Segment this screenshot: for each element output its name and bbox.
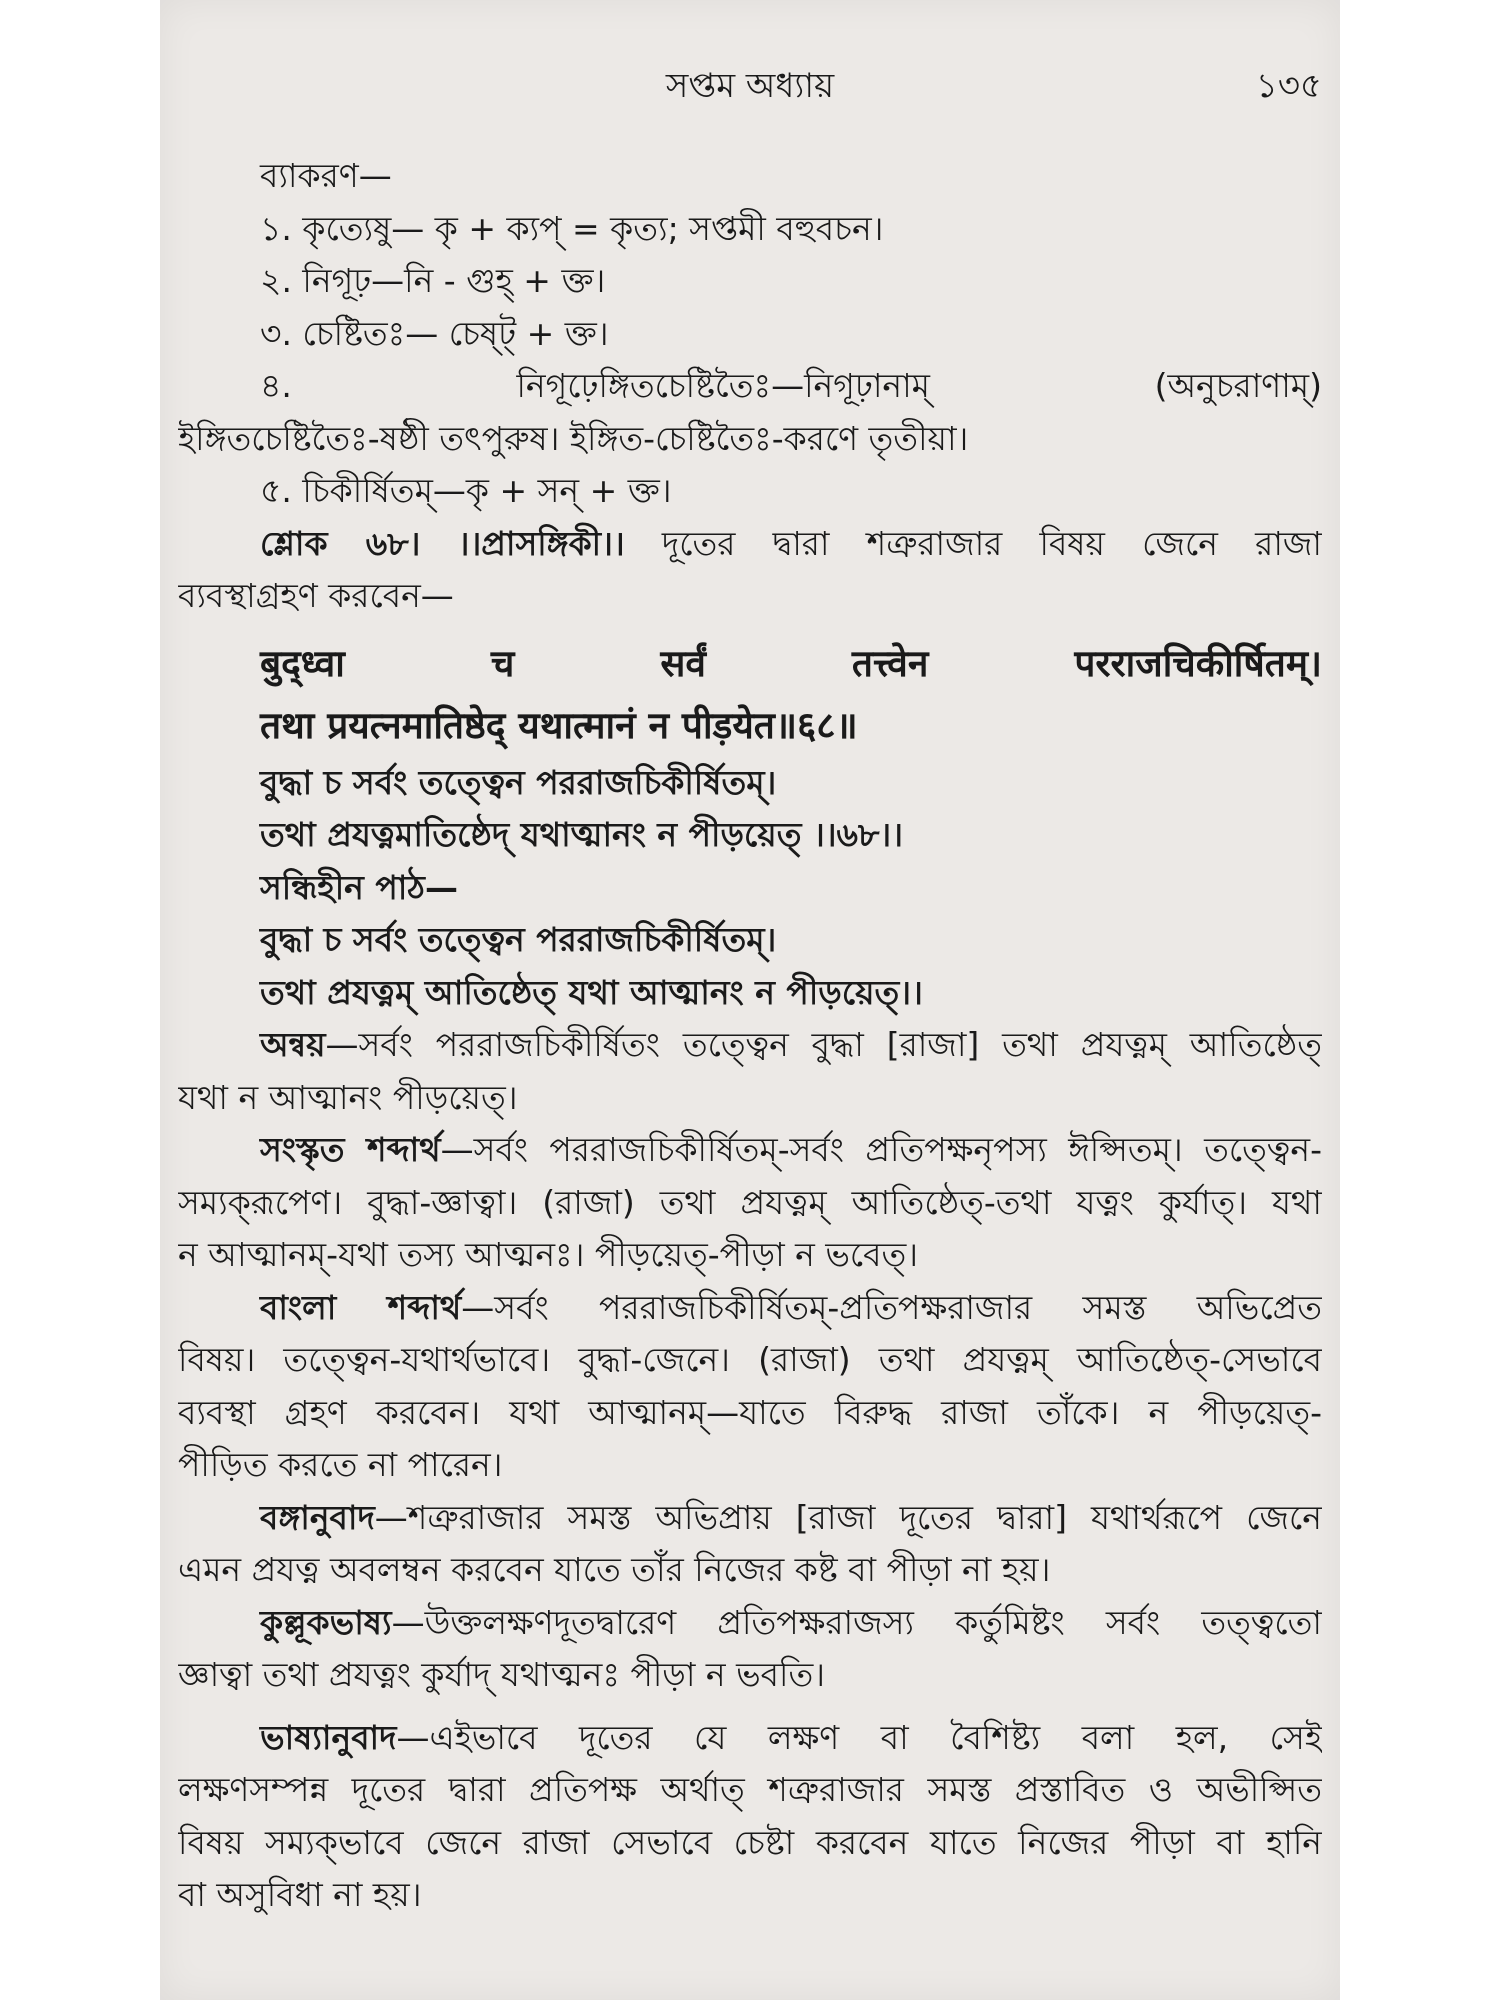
grammar-item-4-number: ৪. [260, 366, 292, 405]
bangla-meaning-line [178, 1282, 1322, 1335]
chapter-title: সপ্তম অধ্যায় [665, 66, 835, 106]
bengali-verse-line: তথা প্রযত্নমাতিষ্ঠেদ্ যথাত্মানং ন পীড়য়েত্ ।।৬৮।। [260, 815, 904, 854]
book-page [160, 0, 1340, 2000]
sanskrit-meaning-continued: ন আত্মানম্-যথা তস্য আত্মনঃ। পীড়য়েত্-পীড়া ন ভবেত্। [178, 1235, 919, 1274]
sanskrit-meaning-line [178, 1124, 1322, 1177]
grammar-item: ৩. চেষ্টিতঃ— চেষ্ট্ + ক্ত। [260, 313, 609, 353]
bhashya-translation-continued: লক্ষণসম্পন্ন দূতের দ্বারা প্রতিপক্ষ অর্থাত্ শত্রুরাজার সমস্ত প্রস্তাবিত ও অভীপ্সিত [178, 1770, 1322, 1809]
anvaya-label: অন্বয় [260, 1025, 326, 1064]
bangla-meaning-continued: ব্যবস্থা গ্রহণ করবেন। যথা আত্মানম্—যাতে বিরুদ্ধ রাজা তাঁকে। ন পীড়য়েত্- [178, 1392, 1322, 1432]
bhashya-translation-continued: বিষয় সম্যক্‌ভাবে জেনে রাজা সেভাবে চেষ্টা করবেন যাতে নিজের পীড়া বা হানি [178, 1822, 1322, 1862]
shloka-label: শ্লোক ৬৮। [260, 523, 421, 563]
grammar-item-4-paren: (অনুচরাণাম্) [1154, 366, 1322, 405]
grammar-item-4 [178, 360, 1322, 413]
devanagari-verse-line: बुद्ध्वा च सर्वं तत्त्वेन परराजचिकीर्षितम्। [260, 641, 1322, 685]
bhashya-translation-line [178, 1712, 1322, 1765]
grammar-item-4-main: নিগূঢ়েঙ্গিতচেষ্টিতৈঃ—নিগূঢ়ানাম্ [516, 366, 930, 405]
grammar-item: ২. নিগূঢ়—নি - গুহ্ + ক্ত। [260, 261, 606, 300]
anvaya-continued: যথা ন আত্মানং পীড়য়েত্। [178, 1077, 518, 1117]
anvaya-line [178, 1019, 1322, 1072]
kulluka-line [178, 1597, 1322, 1650]
bangla-meaning-label: বাংলা শব্দার্থ [260, 1287, 462, 1327]
bangla-meaning-text: —সর্বং পররাজচিকীর্ষিতম্-প্রতিপক্ষরাজার সমস্ত অভিপ্রেত [461, 1287, 1322, 1327]
bhashya-translation-label: ভাষ্যানুবাদ [260, 1717, 397, 1757]
translation-label: বঙ্গানুবাদ [260, 1497, 375, 1537]
bangla-meaning-continued: বিষয়। তত্ত্বেন-যথার্থভাবে। বুদ্ধা-জেনে। (রাজা) তথা প্রযত্নম্ আতিষ্ঠেত্-সেভাবে [178, 1340, 1322, 1379]
grammar-item: ১. কৃত্যেষু— কৃ + ক্যপ্ = কৃত্য; সপ্তমী বহুবচন। [260, 208, 884, 248]
sanskrit-meaning-text: —সর্বং পররাজচিকীর্ষিতম্-সর্বং প্রতিপক্ষনৃপস্য ঈপ্সিতম্। তত্ত্বেন- [440, 1130, 1322, 1169]
sandhi-line: তথা প্রযত্নম্ আতিষ্ঠেত্ যথা আত্মানং ন পীড়য়েত্।। [260, 972, 923, 1012]
sandhi-heading: সন্ধিহীন পাঠ— [260, 867, 458, 907]
shloka-intro-text: দূতের দ্বারা শত্রুরাজার বিষয় জেনে রাজা [661, 523, 1322, 563]
bhashya-translation-text: —এইভাবে দূতের যে লক্ষণ বা বৈশিষ্ট্য বলা হল, সেই [396, 1717, 1322, 1757]
kulluka-label: কুল্লূকভাষ্য [260, 1602, 392, 1642]
sandhi-line: বুদ্ধা চ সর্বং তত্ত্বেন পররাজচিকীর্ষিতম্। [260, 920, 777, 959]
sanskrit-meaning-label: সংস্কৃত শব্দার্থ [260, 1130, 441, 1169]
sanskrit-meaning-continued: সম্যক্‌রূপেণ। বুদ্ধা-জ্ঞাত্বা। (রাজা) তথা প্রযত্নম্ আতিষ্ঠেত্-তথা যত্নং কুর্যাত্। যথা [178, 1182, 1322, 1222]
translation-continued: এমন প্রযত্ন অবলম্বন করবেন যাতে তাঁর নিজের কষ্ট বা পীড়া না হয়। [178, 1550, 1051, 1589]
page-body [178, 150, 1322, 1922]
grammar-item: ৫. চিকীর্ষিতম্—কৃ + সন্ + ক্ত। [260, 471, 672, 510]
kulluka-continued: জ্ঞাত্বা তথা প্রযত্নং কুর্যাদ্ যথাত্মনঃ পীড়া ন ভবতি। [178, 1655, 826, 1694]
translation-text: —শত্রুরাজার সমস্ত অভিপ্রায় [রাজা দূতের দ্বারা] যথার্থরূপে জেনে [374, 1497, 1322, 1537]
kulluka-text: —উক্তলক্ষণদূতদ্বারেণ প্রতিপক্ষরাজস্য কর্তুমিষ্টং সর্বং তত্ত্বতো [391, 1602, 1322, 1642]
bangla-meaning-continued: পীড়িত করতে না পারেন। [178, 1445, 503, 1484]
shloka-intro [178, 518, 1322, 571]
translation-line [178, 1492, 1322, 1545]
anvaya-text: —সর্বং পররাজচিকীর্ষিতং তত্ত্বেন বুদ্ধা [রাজা] তথা প্রযত্নম্ আতিষ্ঠেত্ [325, 1025, 1322, 1064]
shloka-intro-continued: ব্যবস্থাগ্রহণ করবেন— [178, 576, 454, 615]
devanagari-verse-line: तथा प्रयत्नमातिष्ठेद् यथात्मानं न पीड़येत॥६८॥ [260, 703, 858, 747]
prasangiki-label: ।।প্রাসঙ্গিকী।। [457, 523, 625, 563]
bengali-verse-line: বুদ্ধা চ সর্বং তত্ত্বেন পররাজচিকীর্ষিতম্। [260, 762, 777, 802]
grammar-heading: ব্যাকরণ— [260, 156, 392, 195]
page-number: ১৩৫ [1255, 66, 1322, 106]
grammar-item-4-continued: ইঙ্গিতচেষ্টিতৈঃ-ষষ্ঠী তৎপুরুষ। ইঙ্গিত-চেষ্টিতৈঃ-করণে তৃতীয়া। [178, 418, 969, 458]
bhashya-translation-continued: বা অসুবিধা না হয়। [178, 1875, 422, 1914]
page-header [160, 50, 1340, 110]
